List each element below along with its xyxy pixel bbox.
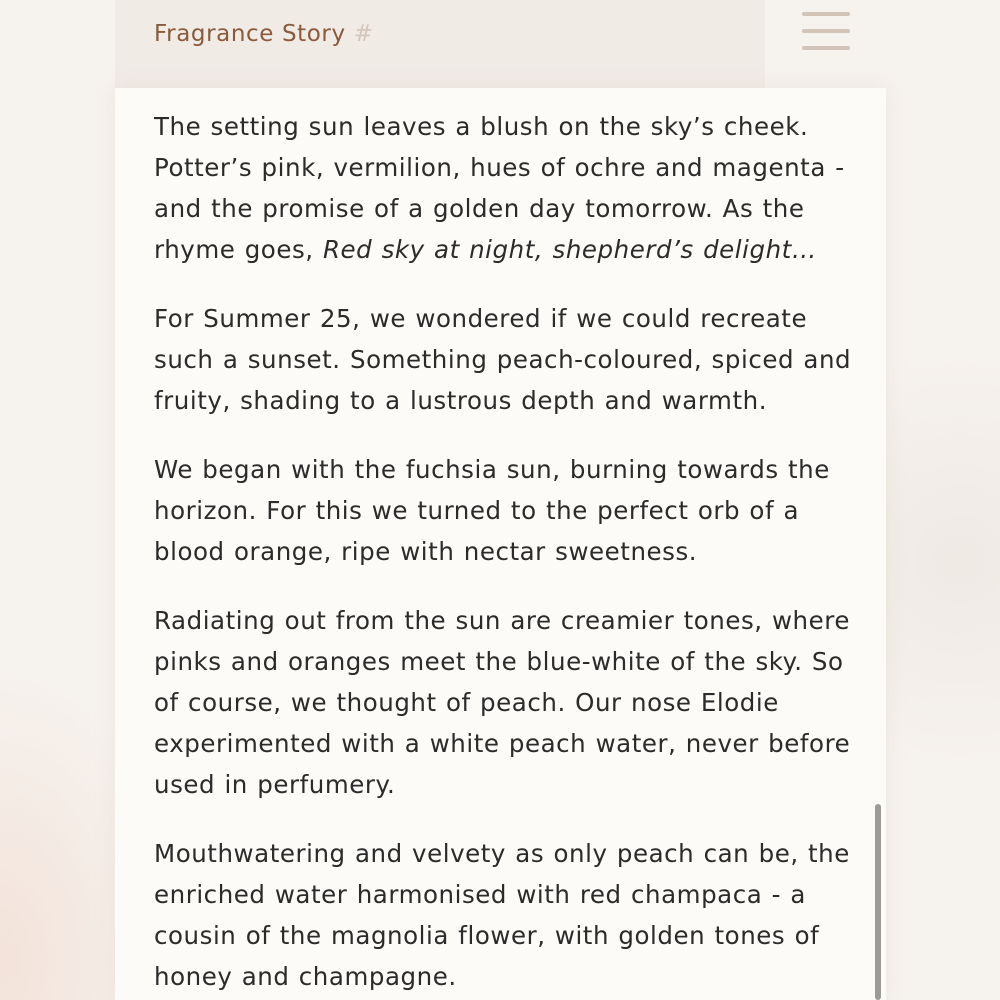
menu-line-middle [802, 29, 850, 33]
story-paragraph-1-text: The setting sun leaves a blush on the sky’s cheek. Potter’s pink, vermilion, hues of ochre and magenta - and the promise of a golden day tomorrow. As the rhyme goes, [154, 112, 845, 264]
story-paragraph-5: Mouthwatering and velvety as only peach can be, the enriched water harmonised with red champaca - a cousin of the magnolia flower, with golden tones of honey and champagne. [154, 839, 850, 991]
hamburger-menu-icon[interactable] [800, 10, 852, 54]
page-title [154, 18, 374, 50]
story-paragraph-1 [154, 106, 854, 270]
story-paragraph-4: Radiating out from the sun are creamier tones, where pinks and oranges meet the blue-white of the sky. So of course, we thought of peach. Our nose Elodie experimented with a white peach water, never before used in perfumery. [154, 606, 851, 799]
anchor-link-hash[interactable]: # [353, 21, 374, 47]
story-paragraph-3: We began with the fuchsia sun, burning towards the horizon. For this we turned to the perfect orb of a blood orange, ripe with nectar sweetness. [154, 455, 830, 566]
scrollbar-thumb[interactable] [875, 804, 881, 1000]
menu-line-bottom [802, 46, 850, 50]
story-paragraph-2: For Summer 25, we wondered if we could recreate such a sunset. Something peach-coloured, spiced and fruity, shading to a lustrous depth and warmth. [154, 304, 852, 415]
story-text [154, 106, 854, 1000]
page-title-text: Fragrance Story [154, 21, 346, 47]
menu-line-top [802, 12, 850, 16]
story-paragraph-1-rhyme: Red sky at night, shepherd’s delight… [322, 235, 817, 264]
